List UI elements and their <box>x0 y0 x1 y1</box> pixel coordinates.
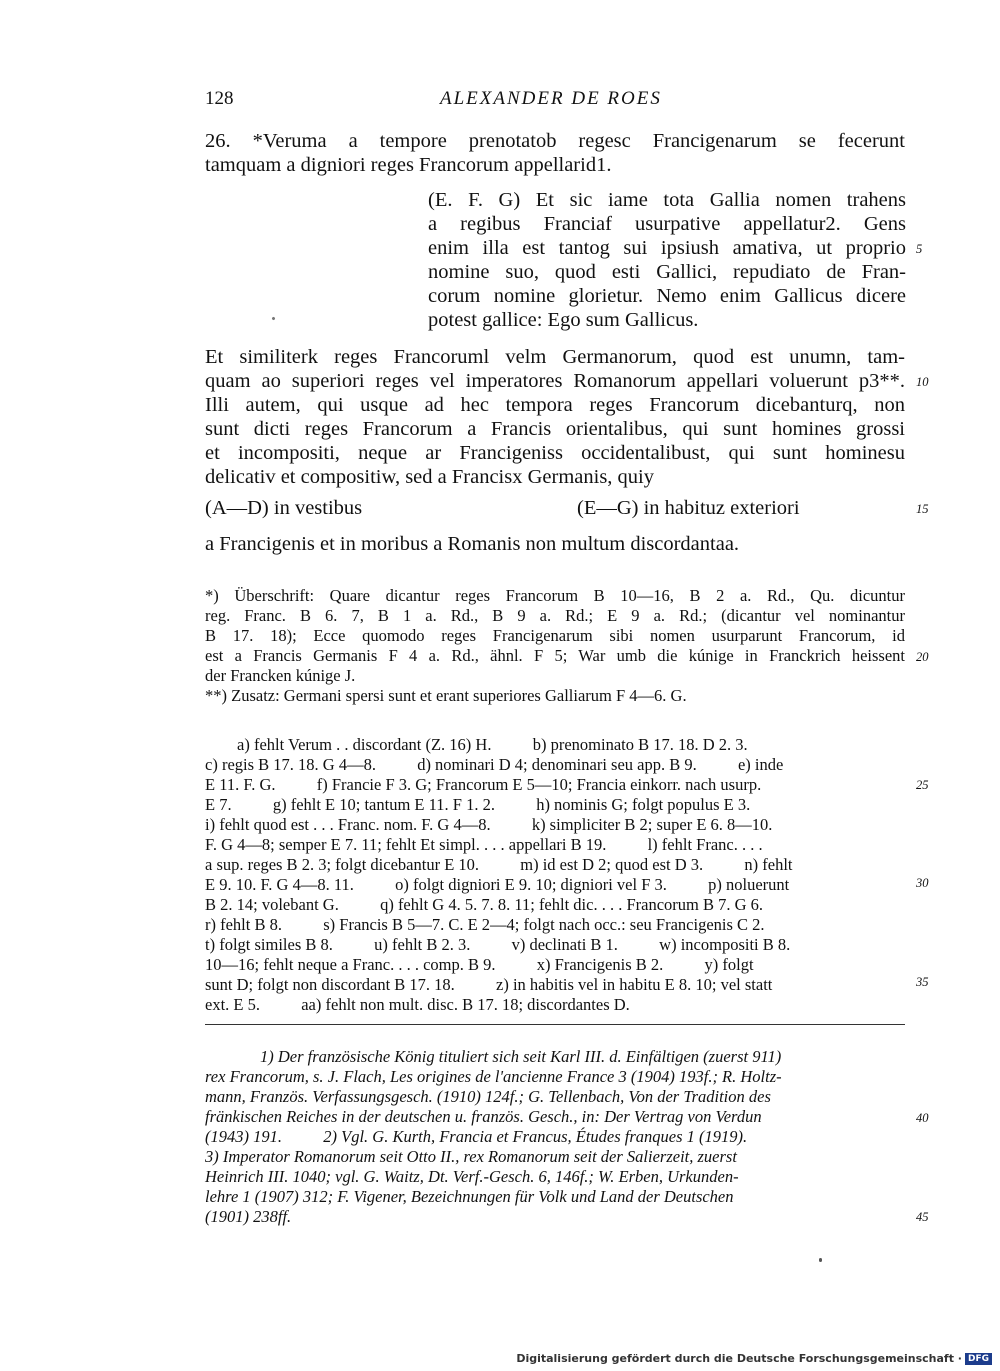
indented-text-line: corum nomine glorietur. Nemo enim Gallicus dicere <box>428 285 906 307</box>
main-text-line: a Francigenis et in moribus a Romanis non multum discordantaa. <box>205 533 740 555</box>
margin-line-number: 15 <box>916 502 929 516</box>
digitization-credit <box>516 1352 992 1365</box>
star-note-line: *) Überschrift: Quare dicantur reges Francorum B 10—16, B 2 a. Rd., Qu. dicuntur <box>205 586 905 605</box>
apparatus-line: sunt D; folgt non discordant B 17. 18. z) in habitis vel in habitu E 8. 10; vel statt <box>205 975 773 994</box>
apparatus-line: ext. E 5. aa) fehlt non mult. disc. B 17. 18; discordantes D. <box>205 995 630 1014</box>
dfg-logo: DFG <box>965 1353 992 1365</box>
apparatus-line: t) folgt similes B 8. u) fehlt B 2. 3. v) declinati B 1. w) incompositi B 8. <box>205 935 791 954</box>
footnote-line: lehre 1 (1907) 312; F. Vigener, Bezeichnungen für Volk und Land der Deutschen <box>205 1187 734 1206</box>
indented-text-line: nomine suo, quod esti Gallici, repudiato de Fran- <box>428 261 906 283</box>
footnote-line: (1901) 238ff. <box>205 1207 292 1226</box>
margin-line-number: 10 <box>916 375 929 389</box>
apparatus-line: E 11. F. G. f) Francie F 3. G; Francorum E 5—10; Francia einkorr. nach usurp. <box>205 775 762 794</box>
indented-text-line: a regibus Franciaf usurpative appellatur2. Gens <box>428 213 906 235</box>
main-text-line: 26. *Veruma a tempore prenotatob regesc Francigenarum se fecerunt <box>205 130 905 152</box>
margin-line-number: 35 <box>916 975 929 989</box>
variant-right: (E—G) in habituz exteriori <box>577 497 800 519</box>
apparatus-line: 10—16; fehlt neque a Franc. . . . comp. B 9. x) Francigenis B 2. y) folgt <box>205 955 754 974</box>
margin-line-number: 5 <box>916 242 923 256</box>
main-text-line: delicativ et compositiw, sed a Francisx Germanis, quiy <box>205 466 654 488</box>
indented-text-line: enim illa est tantog sui ipsiush amativa, ut proprio <box>428 237 906 259</box>
main-text-line: Et similiterk reges Francoruml velm Germanorum, quod est unumn, tam- <box>205 346 905 368</box>
star-note-line: **) Zusatz: Germani spersi sunt et erant superiores Galliarum F 4—6. G. <box>205 686 687 705</box>
main-text-line: sunt dicti reges Francorum a Francis orientalibus, qui sunt homines grossi <box>205 418 905 440</box>
star-note-line: der Francken kúnige J. <box>205 666 356 685</box>
star-note-line: B 17. 18); Ecce quomodo reges Francigenarum sibi nomen usurparunt Francorum, id <box>205 626 905 645</box>
footnote-line: mann, Französ. Verfassungsgesch. (1910) 124f.; G. Tellenbach, Von der Tradition des <box>205 1087 771 1106</box>
main-text-line: et incompositi, neque ar Francigeniss occidentalibust, qui sunt hominesu <box>205 442 905 464</box>
indented-text-line: (E. F. G) Et sic iame tota Gallia nomen trahens <box>428 189 906 211</box>
margin-line-number: 25 <box>916 778 929 792</box>
apparatus-line: r) fehlt B 8. s) Francis B 5—7. C. E 2—4; folgt nach occ.: seu Francigenis C 2. <box>205 915 765 934</box>
main-text-line: tamquam a digniori reges Francorum appellarid1. <box>205 154 612 176</box>
credit-text: Digitalisierung gefördert durch die Deutsche Forschungsgemeinschaft · <box>516 1352 962 1365</box>
margin-line-number: 40 <box>916 1111 929 1125</box>
apparatus-line: c) regis B 17. 18. G 4—8. d) nominari D 4; denominari seu app. B 9. e) inde <box>205 755 784 774</box>
footnote-line: Heinrich III. 1040; vgl. G. Waitz, Dt. Verf.-Gesch. 6, 146f.; W. Erben, Urkunden- <box>205 1167 739 1186</box>
star-note-line: est a Francis Germanis F 4 a. Rd., ähnl. F 5; War umb die kúnige in Franckrich heissent <box>205 646 905 665</box>
footnote-line: (1943) 191. 2) Vgl. G. Kurth, Francia et Francus, Études franques 1 (1919). <box>205 1127 748 1146</box>
scan-speck <box>271 316 275 320</box>
apparatus-line: E 9. 10. F. G 4—8. 11. o) folgt digniori E 9. 10; digniori vel F 3. p) noluerunt <box>205 875 790 894</box>
footnote-line: 1) Der französische König tituliert sich seit Karl III. d. Einfältigen (zuerst 911) <box>260 1047 782 1066</box>
footnote-line: fränkischen Reiches in der deutschen u. französ. Gesch., in: Der Vertrag von Verdun <box>205 1107 762 1126</box>
footnote-rule <box>205 1024 905 1025</box>
apparatus-line: i) fehlt quod est . . . Franc. nom. F. G 4—8. k) simpliciter B 2; super E 6. 8—10. <box>205 815 773 834</box>
scan-speck <box>819 1258 822 1262</box>
main-text-line: quam ao superiori reges vel imperatores Romanorum appellari voluerunt p3**. <box>205 370 905 392</box>
variant-left: (A—D) in vestibus <box>205 497 363 519</box>
running-head: ALEXANDER DE ROES <box>440 88 662 109</box>
margin-line-number: 45 <box>916 1210 929 1224</box>
apparatus-line: a) fehlt Verum . . discordant (Z. 16) H. b) prenominato B 17. 18. D 2. 3. <box>237 735 748 754</box>
margin-line-number: 30 <box>916 876 929 890</box>
apparatus-line: F. G 4—8; semper E 7. 11; fehlt Et simpl. . . . appellari B 19. l) fehlt Franc. . . . <box>205 835 763 854</box>
margin-line-number: 20 <box>916 650 929 664</box>
star-note-line: reg. Franc. B 6. 7, B 1 a. Rd., B 9 a. Rd.; E 9 a. Rd.; (dicantur vel nominantur <box>205 606 905 625</box>
footnote-line: rex Francorum, s. J. Flach, Les origines de l'ancienne France 3 (1904) 193f.; R. Holtz- <box>205 1067 782 1086</box>
apparatus-line: B 2. 14; volebant G. q) fehlt G 4. 5. 7. 8. 11; fehlt dic. . . . Francorum B 7. G 6. <box>205 895 764 914</box>
apparatus-line: a sup. reges B 2. 3; folgt dicebantur E 10. m) id est D 2; quod est D 3. n) fehlt <box>205 855 793 874</box>
footnote-line: 3) Imperator Romanorum seit Otto II., rex Romanorum seit der Salierzeit, zuerst <box>205 1147 737 1166</box>
apparatus-line: E 7. g) fehlt E 10; tantum E 11. F 1. 2. h) nominis G; folgt populus E 3. <box>205 795 751 814</box>
indented-text-line: potest gallice: Ego sum Gallicus. <box>428 309 699 331</box>
main-text-line: Illi autem, qui usque ad hec tempora reges Francorum dicebanturq, non <box>205 394 905 416</box>
page-number: 128 <box>205 88 234 109</box>
